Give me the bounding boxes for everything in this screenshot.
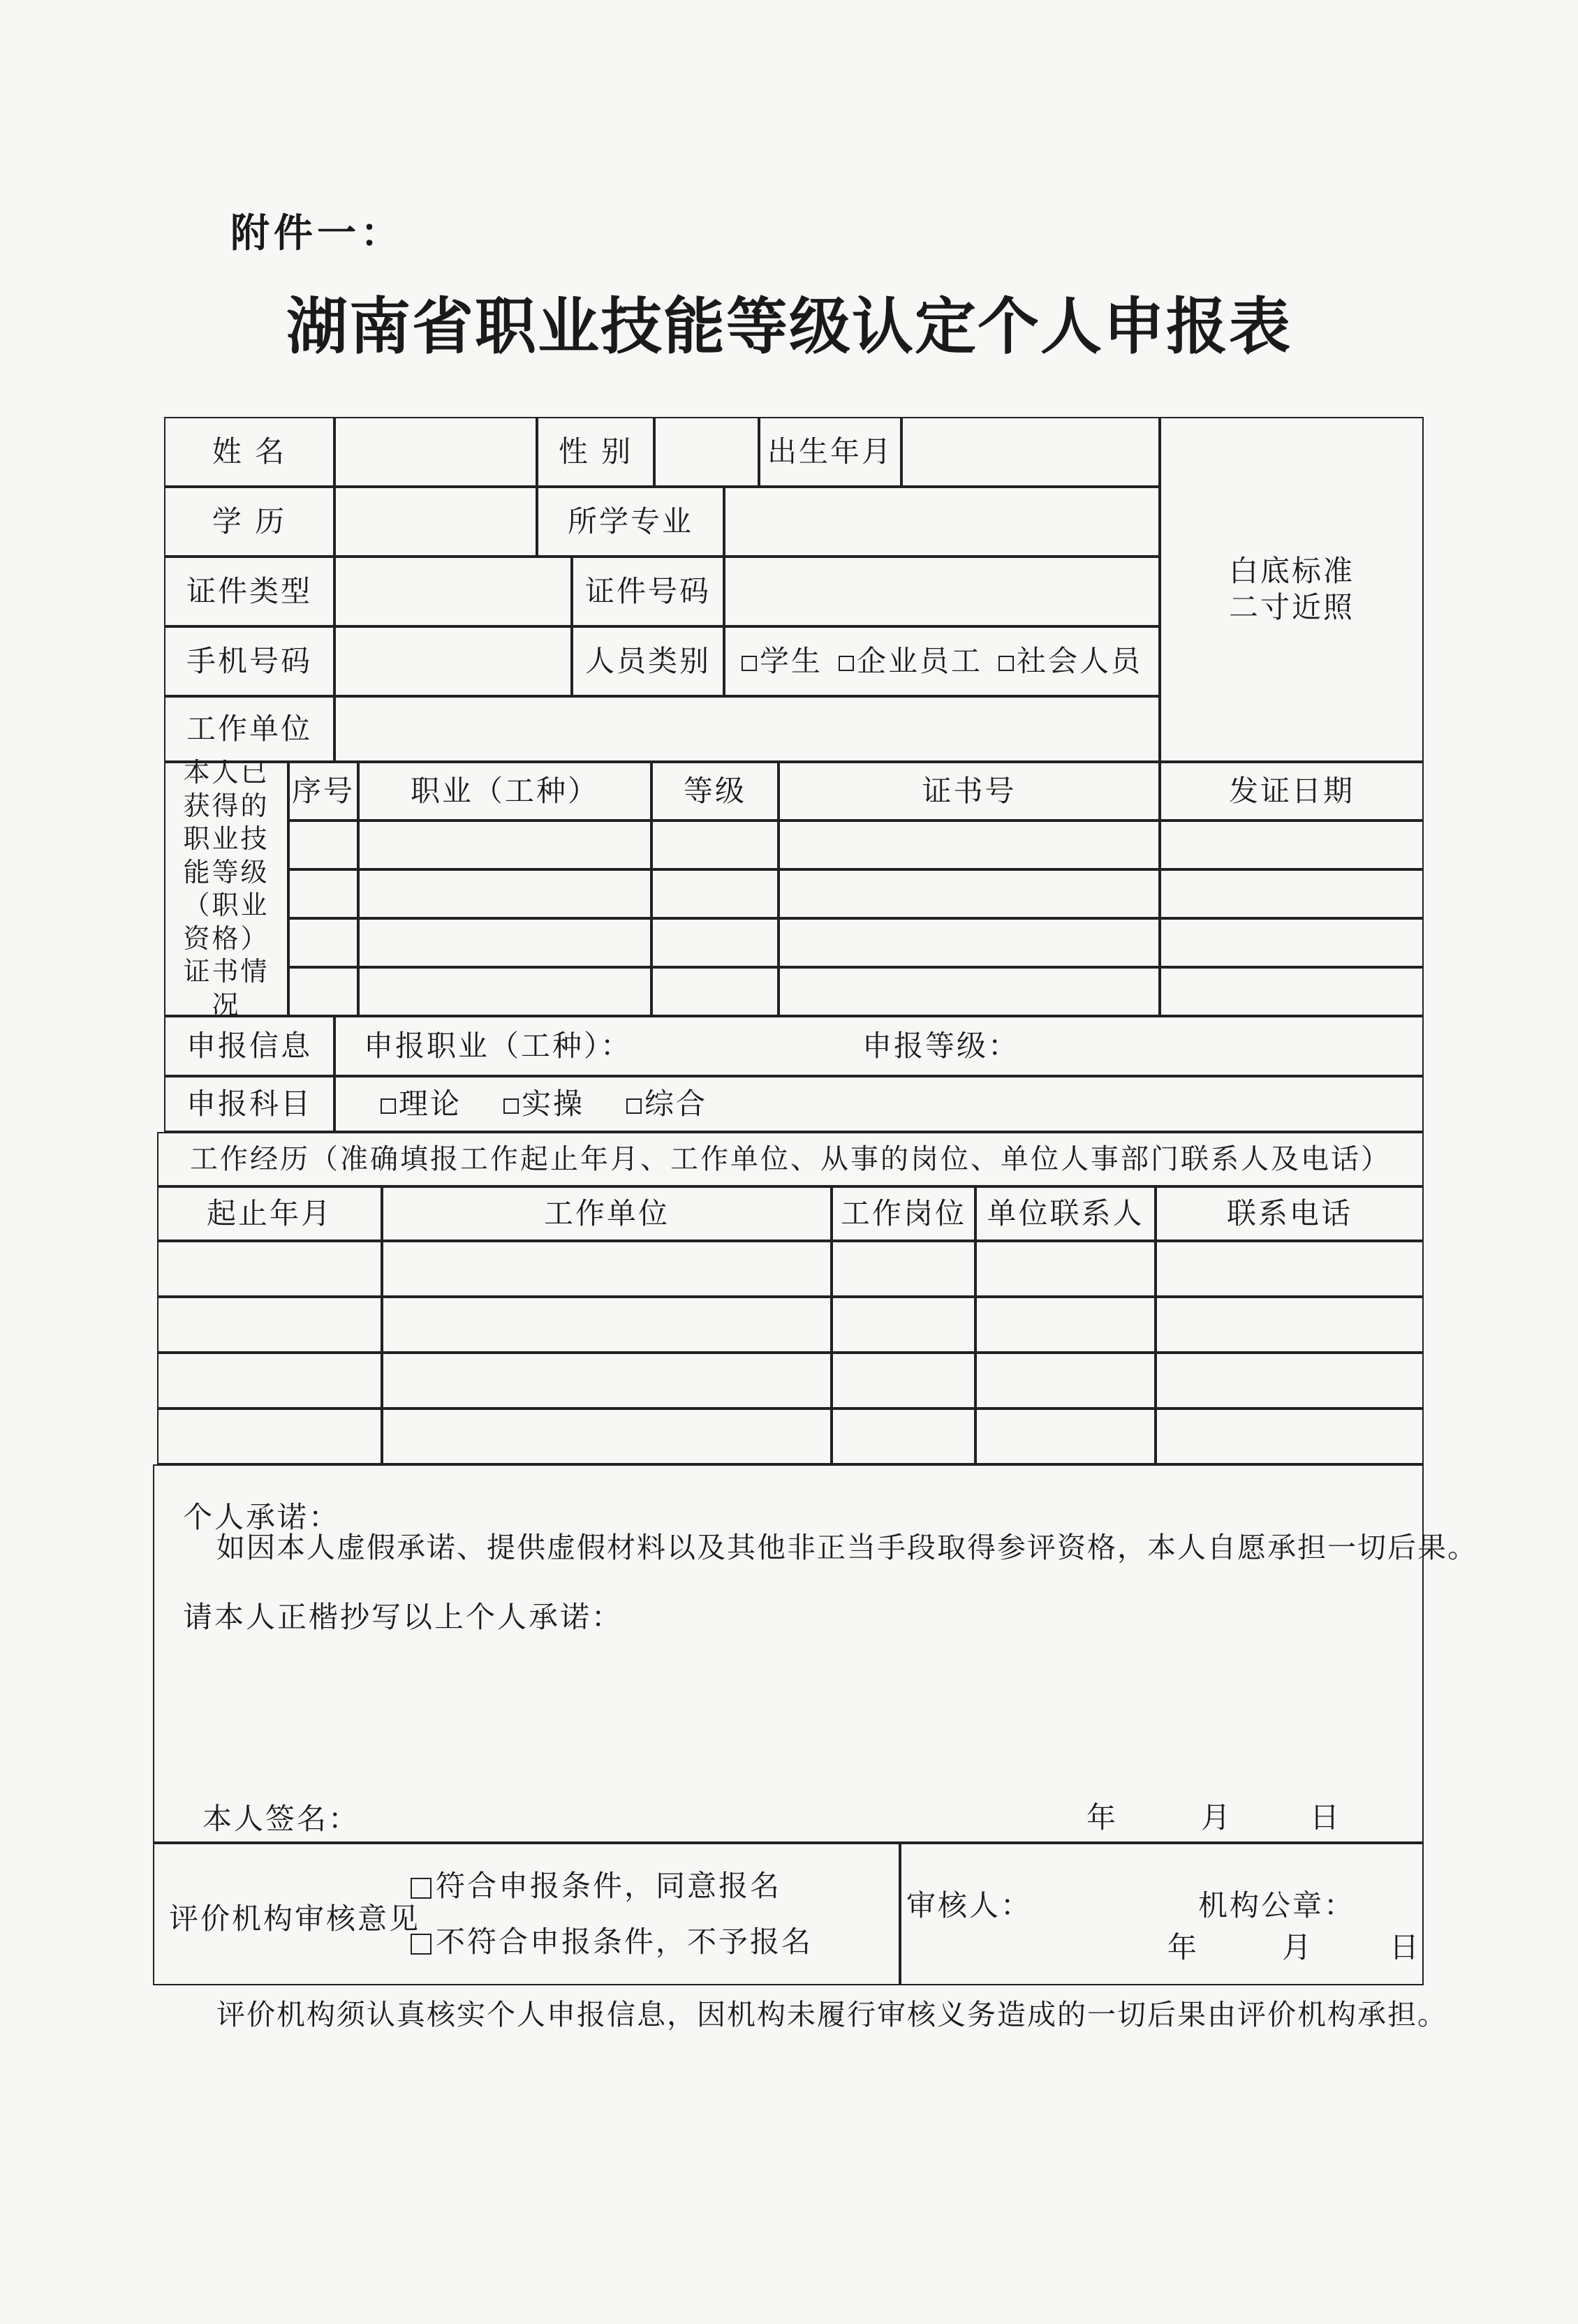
photo-box[interactable] <box>1160 417 1424 762</box>
cert-cell[interactable] <box>1160 869 1424 918</box>
subject-label: 申报科目 <box>164 1076 334 1132</box>
subject-options <box>334 1076 1424 1132</box>
work-cell[interactable] <box>975 1241 1156 1297</box>
major-field[interactable] <box>724 487 1160 557</box>
work-cell[interactable] <box>832 1353 975 1409</box>
name-label: 姓 名 <box>164 417 334 487</box>
work-cell[interactable] <box>832 1241 975 1297</box>
checkbox-icon <box>839 656 854 671</box>
option-reject[interactable]: 不符合申报条件，不予报名 <box>411 1919 813 1961</box>
certificates-section-label: 本人已获得的职业技能等级（职业资格）证书情况 <box>164 762 288 1016</box>
copy-instruction: 请本人正楷抄写以上个人承诺： <box>183 1600 624 1634</box>
id-type-label: 证件类型 <box>164 557 334 626</box>
cert-header-occupation: 职业（工种） <box>358 762 651 821</box>
phone-field[interactable] <box>334 626 572 696</box>
cert-cell[interactable] <box>358 918 651 967</box>
checkbox-icon <box>411 1934 432 1955</box>
photo-instruction-1: 白底标准 <box>1228 553 1355 588</box>
work-cell[interactable] <box>1156 1241 1424 1297</box>
work-cell[interactable] <box>157 1353 382 1409</box>
person-category-label: 人员类别 <box>572 626 724 696</box>
work-cell[interactable] <box>382 1297 832 1353</box>
occupation-label: 申报职业（工种）： <box>364 1028 633 1063</box>
work-history-caption: 工作经历（准确填报工作起止年月、工作单位、从事的岗位、单位人事部门联系人及电话） <box>157 1132 1424 1186</box>
cert-cell[interactable] <box>288 821 358 869</box>
cert-cell[interactable] <box>358 869 651 918</box>
cert-cell[interactable] <box>1160 967 1424 1016</box>
work-unit-field[interactable] <box>334 696 1160 762</box>
option-theory[interactable]: 理论 <box>381 1086 462 1123</box>
work-cell[interactable] <box>382 1241 832 1297</box>
id-number-label: 证件号码 <box>572 557 724 626</box>
phone-label: 手机号码 <box>164 626 334 696</box>
cert-header-number: 证书号 <box>779 762 1160 821</box>
seal-label: 机构公章： <box>1198 1888 1356 1922</box>
work-cell[interactable] <box>157 1297 382 1353</box>
birth-field[interactable] <box>901 417 1160 487</box>
option-practice[interactable]: 实操 <box>503 1086 584 1123</box>
work-header-phone: 联系电话 <box>1156 1186 1424 1241</box>
commitment-block[interactable] <box>153 1464 1424 1843</box>
name-field[interactable] <box>334 417 537 487</box>
application-info-label: 申报信息 <box>164 1016 334 1076</box>
cert-cell[interactable] <box>1160 918 1424 967</box>
work-cell[interactable] <box>975 1353 1156 1409</box>
checkbox-icon <box>411 1878 432 1899</box>
review-month: 月 <box>1282 1930 1314 1964</box>
cert-cell[interactable] <box>358 967 651 1016</box>
cert-cell[interactable] <box>651 821 779 869</box>
id-type-field[interactable] <box>334 557 572 626</box>
option-employee[interactable]: 企业员工 <box>839 643 982 680</box>
option-agree[interactable]: 符合申报条件，同意报名 <box>411 1863 781 1905</box>
birth-label: 出生年月 <box>759 417 901 487</box>
review-day: 日 <box>1389 1930 1422 1964</box>
work-header-period: 起止年月 <box>157 1186 382 1241</box>
cert-cell[interactable] <box>779 967 1160 1016</box>
signature-label: 本人签名： <box>202 1802 360 1836</box>
commitment-text: 如因本人虚假承诺、提供虚假材料以及其他非正当手段取得参评资格，本人自愿承担一切后果。 <box>216 1531 1477 1564</box>
sign-day: 日 <box>1310 1800 1342 1834</box>
sign-year: 年 <box>1086 1800 1119 1834</box>
checkbox-icon <box>998 656 1014 671</box>
work-unit-label: 工作单位 <box>164 696 334 762</box>
work-cell[interactable] <box>1156 1297 1424 1353</box>
gender-label: 性 别 <box>537 417 654 487</box>
checkbox-icon <box>626 1098 642 1114</box>
cert-header-level: 等级 <box>651 762 779 821</box>
major-label: 所学专业 <box>537 487 724 557</box>
cert-cell[interactable] <box>288 967 358 1016</box>
education-label: 学 历 <box>164 487 334 557</box>
level-label: 申报等级： <box>862 1028 1020 1063</box>
work-cell[interactable] <box>1156 1353 1424 1409</box>
sign-month: 月 <box>1201 1800 1233 1834</box>
checkbox-icon <box>381 1098 396 1114</box>
option-social[interactable]: 社会人员 <box>998 643 1142 680</box>
commitment-heading: 个人承诺： <box>183 1500 341 1534</box>
checkbox-icon <box>503 1098 519 1114</box>
review-label: 评价机构审核意见 <box>169 1902 421 1936</box>
review-year: 年 <box>1167 1930 1200 1964</box>
cert-cell[interactable] <box>779 918 1160 967</box>
work-cell[interactable] <box>1156 1409 1424 1464</box>
work-cell[interactable] <box>832 1297 975 1353</box>
person-category-options <box>724 626 1160 696</box>
attachment-label: 附件一： <box>230 210 404 256</box>
work-cell[interactable] <box>157 1241 382 1297</box>
work-cell[interactable] <box>157 1409 382 1464</box>
application-info-field[interactable] <box>334 1016 1424 1076</box>
cert-cell[interactable] <box>1160 821 1424 869</box>
cert-cell[interactable] <box>651 869 779 918</box>
footnote: 评价机构须认真核实个人申报信息，因机构未履行审核义务造成的一切后果由评价机构承担。 <box>216 1998 1447 2031</box>
cert-cell[interactable] <box>779 869 1160 918</box>
cert-cell[interactable] <box>288 918 358 967</box>
checkbox-icon <box>742 656 757 671</box>
work-header-contact: 单位联系人 <box>975 1186 1156 1241</box>
work-cell[interactable] <box>975 1297 1156 1353</box>
cert-cell[interactable] <box>358 821 651 869</box>
cert-cell[interactable] <box>651 967 779 1016</box>
work-header-unit: 工作单位 <box>382 1186 832 1241</box>
option-comprehensive[interactable]: 综合 <box>626 1086 707 1123</box>
option-student[interactable]: 学生 <box>742 643 823 680</box>
gender-field[interactable] <box>654 417 759 487</box>
work-header-position: 工作岗位 <box>832 1186 975 1241</box>
reviewer-label: 审核人： <box>906 1888 1033 1922</box>
id-number-field[interactable] <box>724 557 1160 626</box>
cert-header-date: 发证日期 <box>1160 762 1424 821</box>
work-cell[interactable] <box>832 1409 975 1464</box>
work-cell[interactable] <box>382 1409 832 1464</box>
cert-header-index: 序号 <box>288 762 358 821</box>
form-title: 湖南省职业技能等级认定个人申报表 <box>286 290 1292 362</box>
photo-instruction-2: 二寸近照 <box>1228 590 1355 624</box>
work-cell[interactable] <box>975 1409 1156 1464</box>
work-cell[interactable] <box>382 1353 832 1409</box>
cert-cell[interactable] <box>651 918 779 967</box>
cert-cell[interactable] <box>779 821 1160 869</box>
cert-cell[interactable] <box>288 869 358 918</box>
education-field[interactable] <box>334 487 537 557</box>
